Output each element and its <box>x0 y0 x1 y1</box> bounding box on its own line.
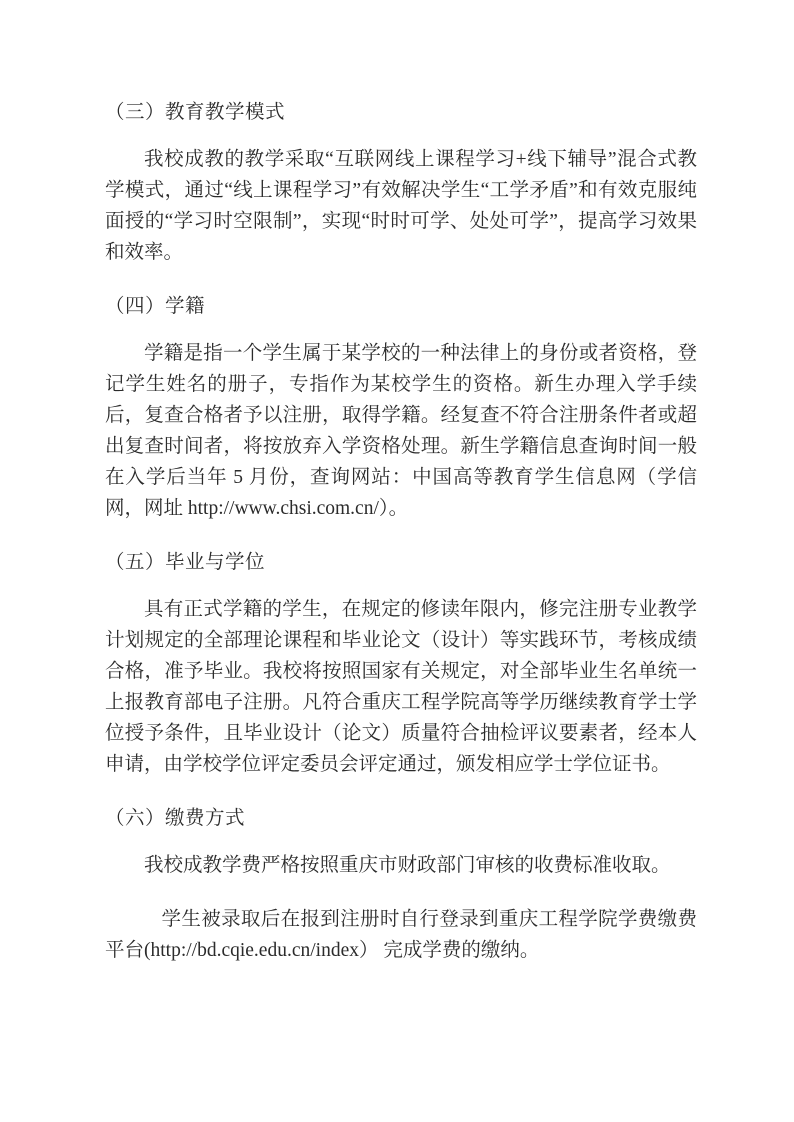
paragraph: 具有正式学籍的学生，在规定的修读年限内，修完注册专业教学计划规定的全部理论课程和毕业论文（设计）等实践环节，考核成绩合格，准予毕业。我校将按照国家有关规定，对全部毕业生名单统一上报教育部电子注册。凡符合重庆工程学院高等学历继续教育学士学位授予条件，且毕业设计（论文）质量符合抽检评议要素者，经本人申请，由学校学位评定委员会评定通过，颁发相应学士学位证书。 <box>105 599 697 775</box>
section-heading: （三）教育教学模式 <box>105 102 286 123</box>
paragraph: 学籍是指一个学生属于某学校的一种法律上的身份或者资格，登记学生姓名的册子，专指作为某校学生的资格。新生办理入学手续后，复查合格者予以注册，取得学籍。经复查不符合注册条件者或超出复查时间者，将按放弃入学资格处理。新生学籍信息查询时间一般在入学后当年 5 月份，查询网站：中国高等教育学生信息网（学信网，网址 http://www.chsi.com.cn/）。 <box>105 343 697 519</box>
section-heading: （五）毕业与学位 <box>105 552 266 573</box>
section-education-teaching-mode <box>105 97 697 268</box>
paragraph: 学生被录取后在报到注册时自行登录到重庆工程学院学费缴费平台(http://bd.cqie.edu.cn/index） 完成学费的缴纳。 <box>105 909 697 961</box>
paragraph: 我校成教学费严格按照重庆市财政部门审核的收费标准收取。 <box>144 855 671 876</box>
paragraph: 我校成教的教学采取“互联网线上课程学习+线下辅导”混合式教学模式，通过“线上课程学习”有效解决学生“工学矛盾”和有效克服纯面授的“学习时空限制”，实现“时时可学、处处可学”，提高学习效果和效率。 <box>105 149 697 263</box>
section-heading: （四）学籍 <box>105 296 206 317</box>
section-payment-method <box>105 803 697 966</box>
section-student-status <box>105 291 697 524</box>
section-heading: （六）缴费方式 <box>105 808 246 829</box>
section-graduation-degree <box>105 547 697 780</box>
